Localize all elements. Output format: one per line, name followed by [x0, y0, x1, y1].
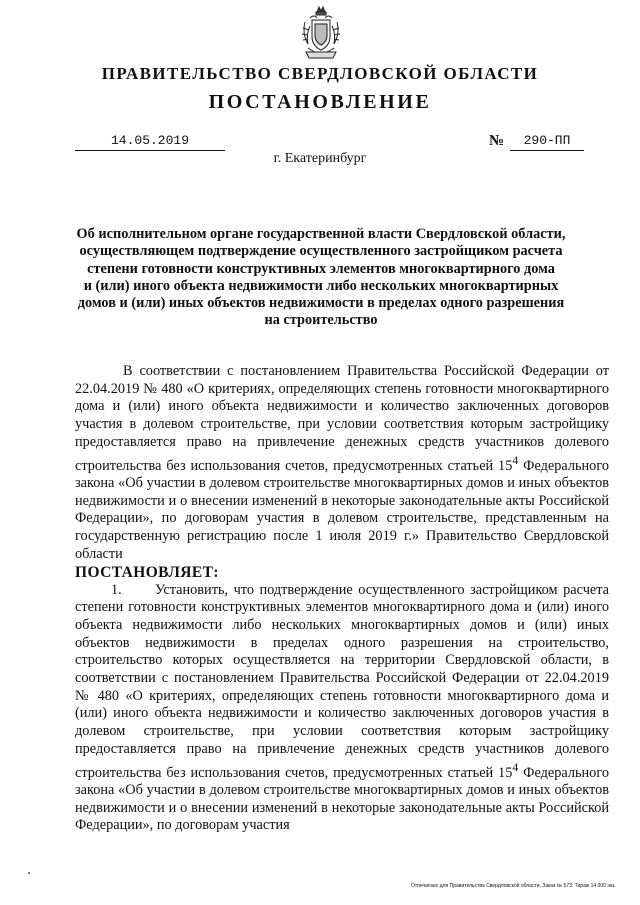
title-line: на строительство [264, 312, 378, 329]
preamble-paragraph [75, 363, 609, 564]
scan-speck [28, 872, 30, 874]
decree-number: 290-ПП [523, 133, 571, 148]
title-line: и (или) иного объекта недвижимости либо нескольких многоквартирных [83, 277, 559, 294]
item-1-number: 1. [111, 581, 122, 598]
title-line: степени готовности конструктивных элементов многоквартирного дома [87, 260, 555, 277]
decrees-label: ПОСТАНОВЛЯЕТ: [75, 563, 219, 581]
preamble-superscript: 4 [512, 452, 519, 467]
document-title [75, 226, 567, 330]
preamble-text: В соответствии с постановлением Правительства Российской Федерации от 22.04.2019 № 480 «О критериях, определяющих степень готовности многоквартирного дома и (или) иного объекта недвижимости и количество заключенных договоров участия в долевом строительстве, при условии соответствия которым застройщику предоставляется право на привлечение денежных средств участников долевого строительства без использования счетов, предусмотренных статьей 15 [75, 363, 609, 474]
coat-of-arms-emblem [300, 6, 342, 62]
decree-date: 14.05.2019 [110, 133, 189, 148]
city: г. Екатеринбург [273, 151, 367, 166]
title-line: Об исполнительном органе государственной власти Свердловской области, [76, 226, 566, 242]
item-1-text-cont: Федерального закона «Об участии в долевом строительстве многоквартирных домов и иных объектов недвижимости и о внесении изменений в некоторые законодательные акты Российской Федерации», по договорам участия [75, 764, 609, 834]
preamble-text-cont: Федерального закона «Об участии в долевом строительстве многоквартирных домов и иных объектов недвижимости и о внесении изменений в некоторые законодательные акты Российской Федерации», по договорам участия в долевом строительстве, представленным на государственную регистрацию после 1 июля 2019 г.» Правительство Свердловской области [75, 457, 609, 562]
document-body [75, 363, 609, 835]
print-footer: Отпечатано для Правительства Свердловской области. Заказ № 573. Тираж 14 000 экз. [411, 883, 616, 889]
document-type: ПОСТАНОВЛЕНИЕ [208, 91, 432, 113]
item-1-text: Установить, что подтверждение осуществленного застройщиком расчета степени готовности конструктивных элементов многоквартирного дома и (или) иного объекта недвижимости либо нескольких многоквартирных домов и (или) иных объектов недвижимости в пределах одного разрешения на строительство, строительство которых осуществляется на территории Свердловской области, в соответствии с постановлением Правительства Российской Федерации от 22.04.2019 № 480 «О критериях, определяющих степень готовности многоквартирного дома и (или) иного объекта недвижимости и количество заключенных договоров участия в долевом строительстве, при условии соответствия которым застройщику предоставляется право на привлечение денежных средств участников долевого строительства без использования счетов, предусмотренных статьей 15 [75, 581, 609, 781]
item-1-superscript: 4 [512, 759, 519, 774]
number-sign: № [489, 133, 505, 149]
government-name: ПРАВИТЕЛЬСТВО СВЕРДЛОВСКОЙ ОБЛАСТИ [101, 64, 539, 83]
title-line: домов и (или) иных объектов недвижимости в пределах одного разрешения [77, 295, 565, 312]
item-1-paragraph [75, 582, 609, 836]
title-line: осуществляющем подтверждение осуществленного застройщиком расчета [79, 243, 563, 260]
